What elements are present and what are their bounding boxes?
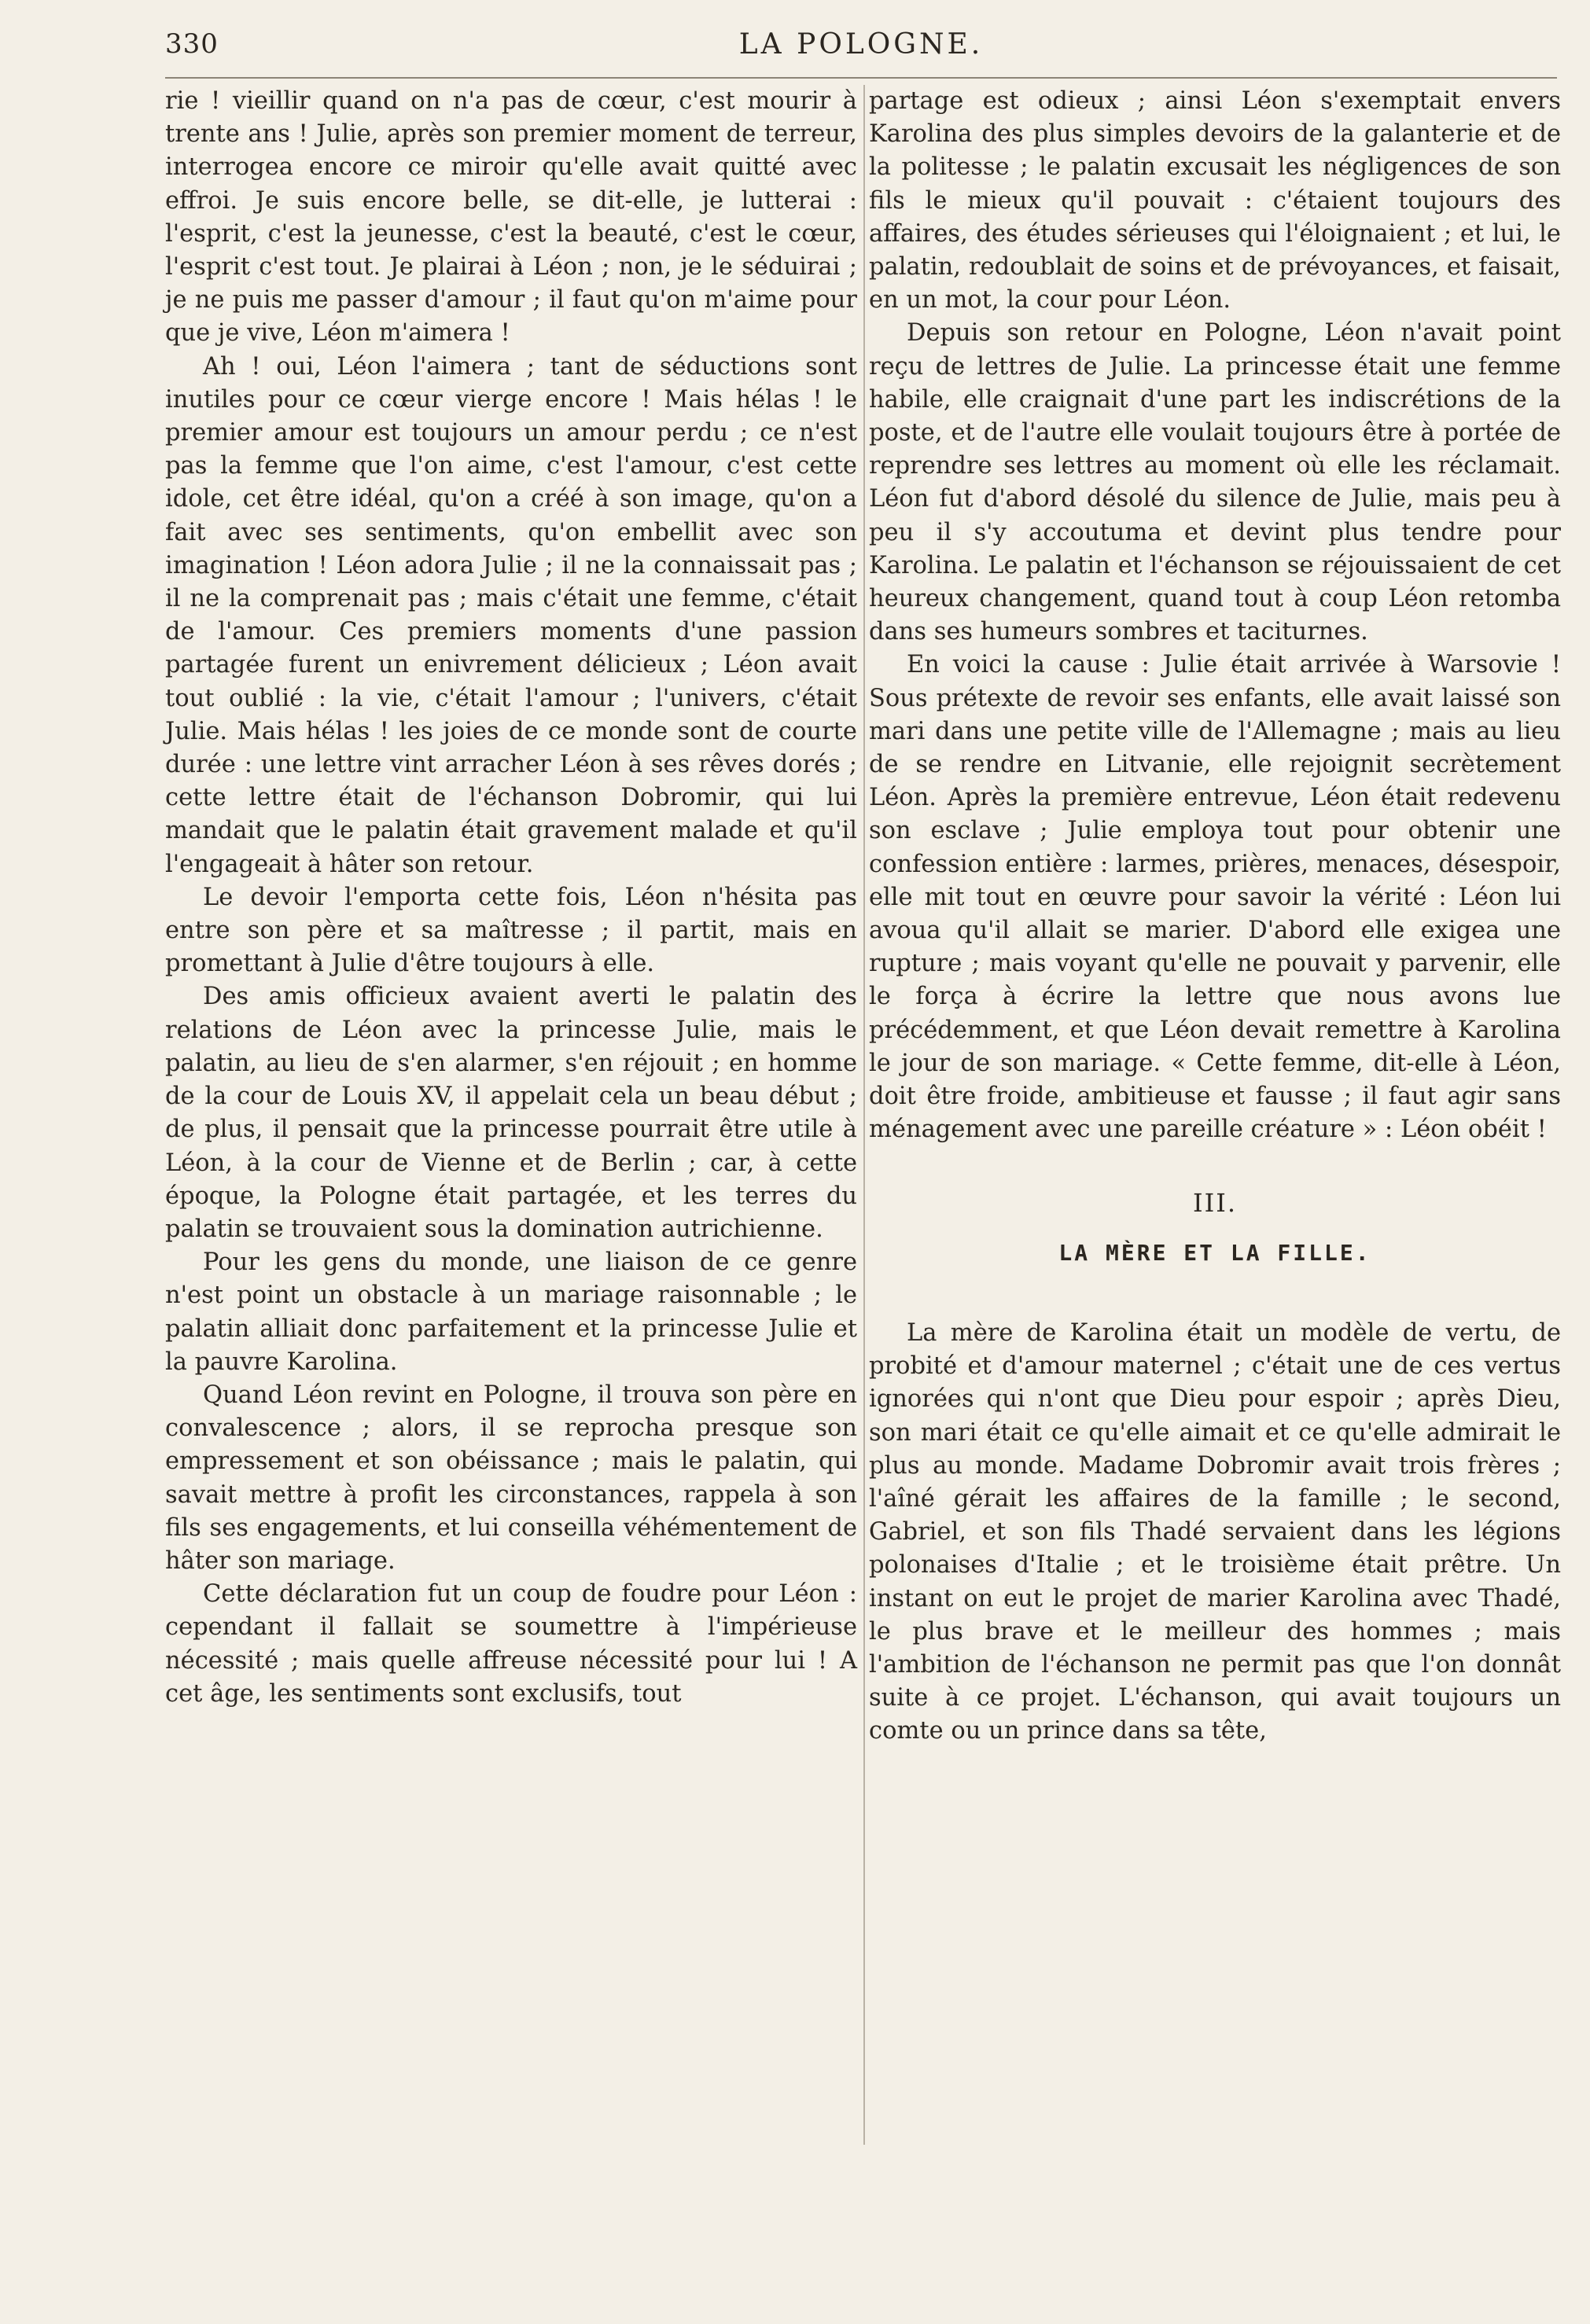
page-header xyxy=(165,28,1557,68)
chapter-title: LA MÈRE ET LA FILLE. xyxy=(1058,1239,1371,1266)
column-divider xyxy=(863,85,865,2145)
paragraph: En voici la cause : Julie était arrivée à Warsovie ! Sous prétexte de revoir ses enfants, elle avait laissé son mari dans une petite ville de l'Allemagne ; mais au lieu de se rendre en Litvanie, elle rejoignit secrètement Léon. Après la première entrevue, Léon était redevenu son esclave ; Julie employa tout pour obtenir une confession entière : larmes, prières, menaces, désespoir, elle mit tout en œuvre pour savoir la vérité : Léon lui avoua qu'il allait se marier. D'abord elle exigea une rupture ; mais voyant qu'elle ne pouvait y parvenir, elle le força à écrire la lettre que nous avons lue précédemment, et que Léon devait remettre à Karolina le jour de son mariage. « Cette femme, dit-elle à Léon, doit être froide, ambitieuse et fausse ; il faut agir sans ménagement avec une pareille créature » : Léon obéit ! xyxy=(869,651,1561,1144)
left-column xyxy=(165,85,857,1711)
paragraph: Le devoir l'emporta cette fois, Léon n'hésita pas entre son père et sa maîtresse ; il partit, mais en promettant à Julie d'être toujours à elle. xyxy=(165,883,857,978)
chapter-number: III. xyxy=(1192,1187,1238,1218)
paragraph: Des amis officieux avaient averti le palatin des relations de Léon avec la princesse Julie, mais le palatin, au lieu de s'en alarmer, s'en réjouit ; en homme de la cour de Louis XV, il appelait cela un beau début ; de plus, il pensait que la princesse pourrait être utile à Léon, à la cour de Vienne et de Berlin ; car, à cette époque, la Pologne était partagée, et les terres du palatin se trouvaient sous la domination autrichienne. xyxy=(165,983,857,1243)
header-rule xyxy=(165,77,1557,79)
paragraph: Depuis son retour en Pologne, Léon n'avait point reçu de lettres de Julie. La princesse était une femme habile, elle craignait d'une part les indiscrétions de la poste, et de l'autre elle voulait toujours être à portée de reprendre ses lettres au moment où elle les réclamait. Léon fut d'abord désolé du silence de Julie, mais peu à peu il s'y accoutuma et devint plus tendre pour Karolina. Le palatin et l'échanson se réjouissaient de cet heureux changement, quand tout à coup Léon retomba dans ses humeurs sombres et taciturnes. xyxy=(869,319,1561,646)
running-title: LA POLOGNE. xyxy=(738,28,984,61)
paragraph: rie ! vieillir quand on n'a pas de cœur, c'est mourir à trente ans ! Julie, après son premier moment de terreur, interrogea encore ce miroir qu'elle avait quitté avec effroi. Je suis encore belle, se dit-elle, je lutterai : l'esprit, c'est la jeunesse, c'est la beauté, c'est le cœur, l'esprit c'est tout. Je plairai à Léon ; non, je le séduirai ; je ne puis me passer d'amour ; il faut qu'on m'aime pour que je vive, Léon m'aimera ! xyxy=(165,87,857,347)
paragraph: partage est odieux ; ainsi Léon s'exemptait envers Karolina des plus simples devoirs de la galanterie et de la politesse ; le palatin excusait les négligences de son fils le mieux qu'il pouvait : c'étaient toujours des affaires, des études sérieuses qui l'éloignaient ; et lui, le palatin, redoublait de soins et de prévoyances, et faisait, en un mot, la cour pour Léon. xyxy=(869,87,1561,314)
paragraph: La mère de Karolina était un modèle de vertu, de probité et d'amour maternel ; c'était une de ces vertus ignorées qui n'ont que Dieu pour espoir ; après Dieu, son mari était ce qu'elle aimait et ce qu'elle admirait le plus au monde. Madame Dobromir avait trois frères ; l'aîné gérait les affaires de la famille ; le second, Gabriel, et son fils Thadé servaient dans les légions polonaises d'Italie ; et le troisième était prêtre. Un instant on eut le projet de marier Karolina avec Thadé, le plus brave et le meilleur des hommes ; mais l'ambition de l'échanson ne permit pas que l'on donnât suite à ce projet. L'échanson, qui avait toujours un comte ou un prince dans sa tête, xyxy=(869,1318,1561,1745)
page-number: 330 xyxy=(165,28,219,60)
paragraph: Ah ! oui, Léon l'aimera ; tant de séductions sont inutiles pour ce cœur vierge encore ! Mais hélas ! le premier amour est toujours un amour perdu ; ce n'est pas la femme que l'on aime, c'est l'amour, c'est cette idole, cet être idéal, qu'on a créé à son image, qu'on a fait avec ses sentiments, qu'on embellit avec son imagination ! Léon adora Julie ; il ne la connaissait pas ; il ne la comprenait pas ; mais c'était une femme, c'était de l'amour. Ces premiers moments d'une passion partagée furent un enivrement délicieux ; Léon avait tout oublié : la vie, c'était l'amour ; l'univers, c'était Julie. Mais hélas ! les joies de ce monde sont de courte durée : une lettre vint arracher Léon à ses rêves dorés ; cette lettre était de l'échanson Dobromir, qui lui mandait que le palatin était gravement malade et qu'il l'engageait à hâter son retour. xyxy=(165,352,857,878)
paragraph: Quand Léon revint en Pologne, il trouva son père en convalescence ; alors, il se reprocha presque son empressement et son obéissance ; mais le palatin, qui savait mettre à profit les circonstances, rappela à son fils ses engagements, et lui conseilla véhémentement de hâter son mariage. xyxy=(165,1381,857,1575)
paragraph: Pour les gens du monde, une liaison de ce genre n'est point un obstacle à un mariage raisonnable ; le palatin alliait donc parfaitement et la princesse Julie et la pauvre Karolina. xyxy=(165,1248,857,1376)
right-column xyxy=(869,85,1561,1749)
paragraph: Cette déclaration fut un coup de foudre pour Léon : cependant il fallait se soumettre à l'impérieuse nécessité ; mais quelle affreuse nécessité pour lui ! A cet âge, les sentiments sont exclusifs, tout xyxy=(165,1580,857,1708)
